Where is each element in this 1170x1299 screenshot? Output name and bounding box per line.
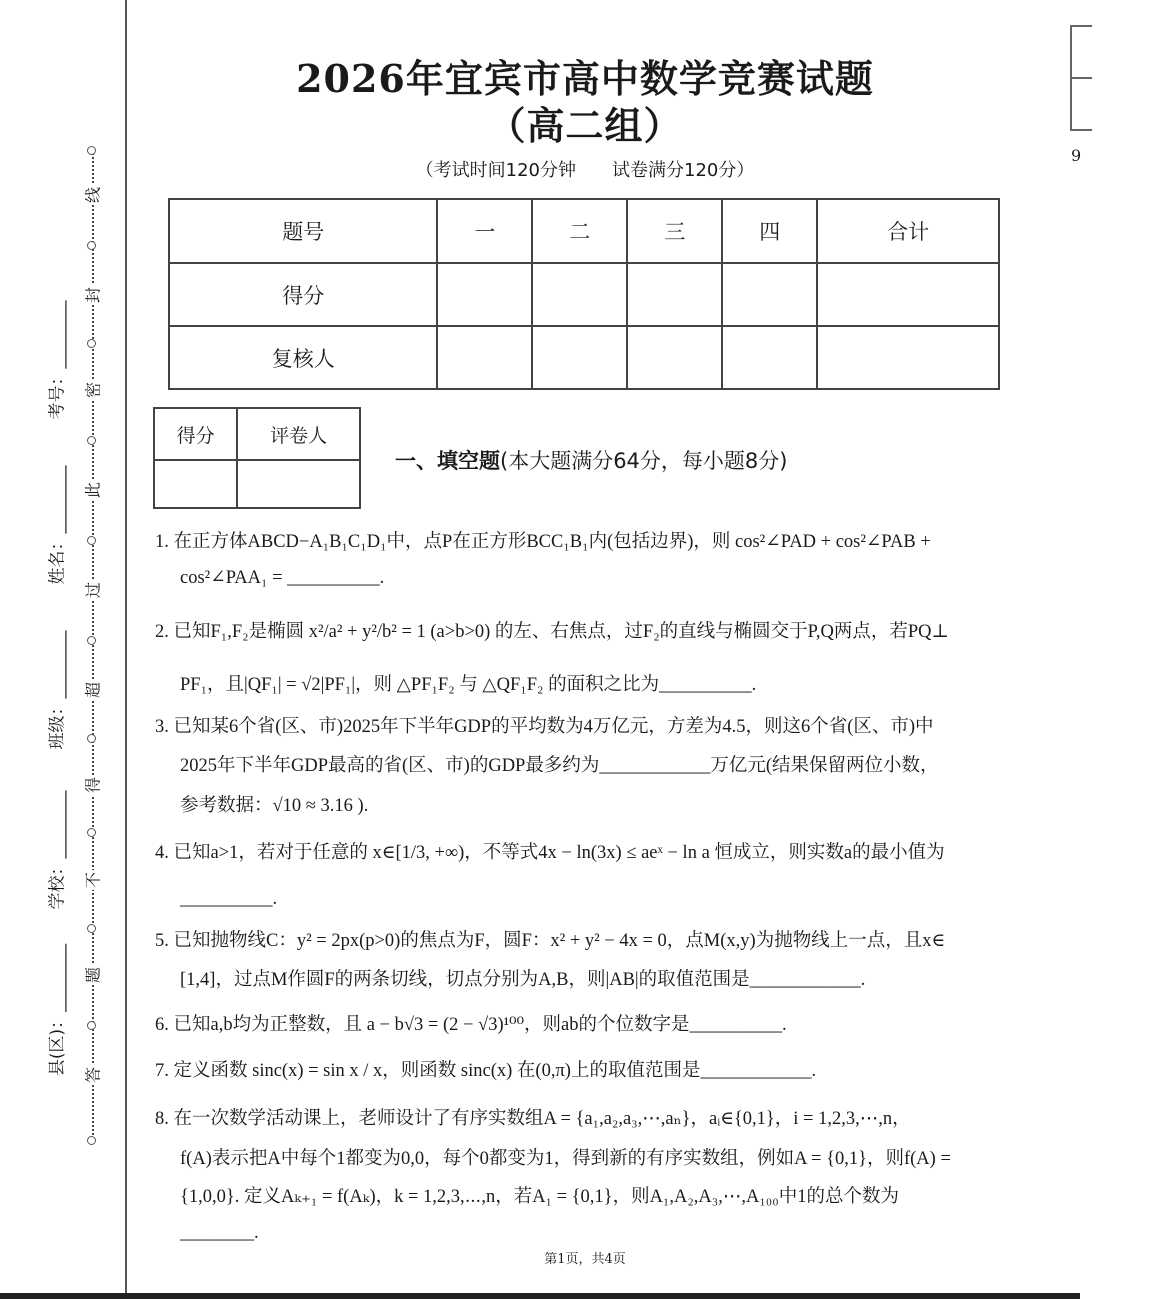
reviewer-cell[interactable] xyxy=(437,326,532,389)
question-line: 参考数据：√10 ≈ 3.16 ). xyxy=(180,796,369,816)
bottom-edge xyxy=(0,1293,1080,1299)
reviewer-cell[interactable] xyxy=(817,326,999,389)
header-cell: 三 xyxy=(627,199,722,263)
grader-score-cell[interactable] xyxy=(154,460,237,508)
header-cell: 四 xyxy=(722,199,817,263)
exam-info: （考试时间120分钟 试卷满分120分） xyxy=(415,160,755,181)
question-line: {1,0,0}. 定义Aₖ₊₁ = f(Aₖ)，k = 1,2,3,⋯,n，若A₁ = {0,1}，则A₁,A₂,A₃,⋯,A₁₀₀中1的总个数为 xyxy=(180,1187,899,1207)
score-row xyxy=(169,263,999,326)
score-cell[interactable] xyxy=(532,263,627,326)
row-label: 复核人 xyxy=(169,326,437,389)
binding-margin-line xyxy=(125,0,127,1299)
score-cell[interactable] xyxy=(627,263,722,326)
question-line: 1. 在正方体ABCD−A₁B₁C₁D₁中，点P在正方形BCC₁B₁内(包括边界)，则 cos²∠PAD + cos²∠PAB + xyxy=(155,532,931,552)
row-label: 得分 xyxy=(169,263,437,326)
seal-circle xyxy=(87,636,96,645)
question-line: f(A)表示把A中每个1都变为0,0，每个0都变为1，得到新的有序实数组，例如A = {0,1}，则f(A) = xyxy=(180,1149,951,1169)
header-cell: 二 xyxy=(532,199,627,263)
question-line: __________. xyxy=(180,889,278,909)
seal-char: 答 xyxy=(81,1065,104,1085)
seal-circle xyxy=(87,536,96,545)
county-field[interactable]: 县(区)：________ xyxy=(47,943,68,1077)
grader-table xyxy=(153,407,361,509)
school-field[interactable]: 学校：________ xyxy=(47,790,68,910)
question-line: 8. 在一次数学活动课上，老师设计了有序实数组A = {a₁,a₂,a₃,⋯,aₙ}，aᵢ∈{0,1}，i = 1,2,3,⋯,n， xyxy=(155,1109,911,1129)
reviewer-cell[interactable] xyxy=(627,326,722,389)
question-line: [1,4]，过点M作圆F的两条切线，切点分别为A,B，则|AB|的取值范围是____________. xyxy=(180,970,866,990)
seal-char: 线 xyxy=(81,185,104,205)
grader-name-cell[interactable] xyxy=(237,460,360,508)
header-cell: 合计 xyxy=(817,199,999,263)
seal-circle xyxy=(87,734,96,743)
question-line: 3. 已知某6个省(区、市)2025年下半年GDP的平均数为4万亿元，方差为4.5，则这6个省(区、市)中 xyxy=(155,717,934,737)
grader-name-label: 评卷人 xyxy=(237,408,360,460)
exam-number-field[interactable]: 考号：________ xyxy=(47,300,68,420)
seal-char: 过 xyxy=(81,580,104,600)
class-field[interactable]: 班级：________ xyxy=(47,630,68,750)
seal-circle xyxy=(87,241,96,250)
seal-circle xyxy=(87,1136,96,1145)
page-footer: 第1页，共4页 xyxy=(544,1252,626,1267)
seal-circle xyxy=(87,339,96,348)
seal-char: 超 xyxy=(81,680,104,700)
score-table-header xyxy=(169,199,999,263)
seal-char: 得 xyxy=(81,775,104,795)
header-cell: 一 xyxy=(437,199,532,263)
question-line: 6. 已知a,b均为正整数，且 a − b√3 = (2 − √3)¹⁰⁰，则ab的个位数字是__________. xyxy=(155,1015,787,1035)
score-cell[interactable] xyxy=(437,263,532,326)
seal-circle xyxy=(87,828,96,837)
seal-char: 此 xyxy=(81,480,104,500)
grader-score-label: 得分 xyxy=(154,408,237,460)
corner-number: 9 xyxy=(1071,146,1082,165)
exam-group: （高二组） xyxy=(487,103,683,148)
reviewer-cell[interactable] xyxy=(532,326,627,389)
question-line: cos²∠PAA₁ = __________. xyxy=(180,568,385,588)
section-heading xyxy=(395,445,787,475)
header-cell: 题号 xyxy=(169,199,437,263)
section-note: (本大题满分64分，每小题8分) xyxy=(500,449,788,473)
reviewer-row xyxy=(169,326,999,389)
seal-circle xyxy=(87,1021,96,1030)
name-field[interactable]: 姓名：________ xyxy=(47,465,68,585)
reviewer-cell[interactable] xyxy=(722,326,817,389)
question-line: 2025年下半年GDP最高的省(区、市)的GDP最多约为____________万亿元(结果保留两位小数， xyxy=(180,756,939,776)
seal-char: 题 xyxy=(81,965,104,985)
seal-circle xyxy=(87,924,96,933)
score-cell[interactable] xyxy=(722,263,817,326)
seal-char: 不 xyxy=(81,870,104,890)
section-title: 一、填空题 xyxy=(395,449,500,473)
question-line: PF₁，且|QF₁| = √2|PF₁|，则 △PF₁F₂ 与 △QF₁F₂ 的面积之比为__________. xyxy=(180,675,757,695)
seal-char: 封 xyxy=(81,285,104,305)
seal-circle xyxy=(87,436,96,445)
question-line: 2. 已知F₁,F₂是椭圆 x²/a² + y²/b² = 1 (a>b>0) 的左、右焦点，过F₂的直线与椭圆交于P,Q两点，若PQ⊥ xyxy=(155,622,949,642)
question-line: 4. 已知a>1，若对于任意的 x∈[1/3, +∞)，不等式4x − ln(3x) ≤ aeˣ − ln a 恒成立，则实数a的最小值为 xyxy=(155,843,945,863)
question-line: ________. xyxy=(180,1223,259,1243)
score-cell[interactable] xyxy=(817,263,999,326)
question-line: 7. 定义函数 sinc(x) = sin x / x，则函数 sinc(x) 在(0,π)上的取值范围是____________. xyxy=(155,1061,817,1081)
exam-title: 2026年宜宾市高中数学竞赛试题 xyxy=(296,56,874,101)
seal-char: 密 xyxy=(81,380,104,400)
score-table xyxy=(168,198,1000,390)
question-line: 5. 已知抛物线C：y² = 2px(p>0)的焦点为F，圆F：x² + y² − 4x = 0，点M(x,y)为抛物线上一点，且x∈ xyxy=(155,931,946,951)
